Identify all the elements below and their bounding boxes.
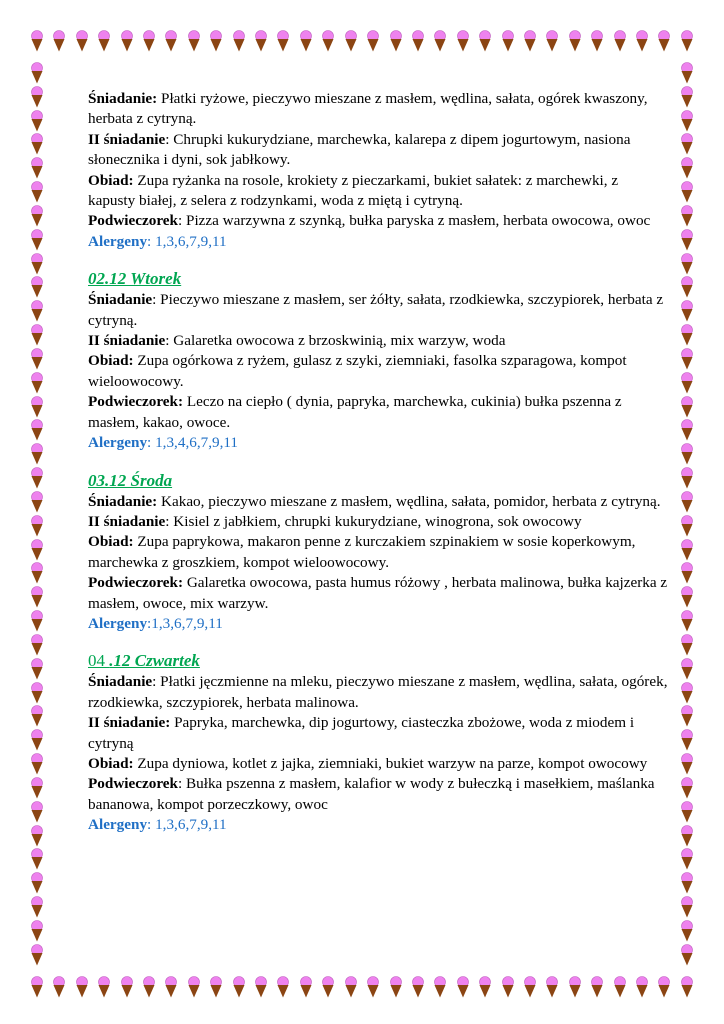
ice-cream-cone-icon bbox=[30, 586, 44, 608]
ice-cream-cone-icon bbox=[52, 30, 66, 52]
ice-cream-cone-icon bbox=[209, 976, 223, 998]
ice-cream-cone-icon bbox=[433, 976, 447, 998]
allergens-line bbox=[88, 614, 668, 634]
breakfast-line bbox=[88, 290, 668, 331]
ice-cream-cone-icon bbox=[411, 30, 425, 52]
ice-cream-cone-icon bbox=[680, 976, 694, 998]
ice-cream-cone-icon bbox=[30, 86, 44, 108]
snack-line bbox=[88, 211, 668, 231]
ice-cream-cone-icon bbox=[680, 62, 694, 84]
ice-cream-cone-icon bbox=[680, 276, 694, 298]
snack-line bbox=[88, 573, 668, 614]
breakfast-label: Śniadanie bbox=[88, 291, 153, 309]
ice-cream-cone-icon bbox=[52, 976, 66, 998]
ice-cream-cone-icon bbox=[30, 467, 44, 489]
snack-text: Galaretka owocowa, pasta humus różowy , herbata malinowa, bułka kajzerka z masłem, owoce, mix warzyw. bbox=[88, 574, 668, 612]
ice-cream-cone-icon bbox=[568, 30, 582, 52]
allergens-label: Alergeny bbox=[88, 232, 148, 250]
ice-cream-cone-icon bbox=[30, 515, 44, 537]
ice-cream-cone-icon bbox=[254, 976, 268, 998]
ice-cream-cone-icon bbox=[30, 419, 44, 441]
ice-cream-cone-icon bbox=[680, 229, 694, 251]
ice-cream-cone-icon bbox=[545, 30, 559, 52]
ice-cream-cone-icon bbox=[680, 825, 694, 847]
ice-cream-cone-icon bbox=[30, 872, 44, 894]
ice-cream-cone-icon bbox=[613, 976, 627, 998]
ice-cream-cone-icon bbox=[30, 920, 44, 942]
allergens-label: Alergeny bbox=[88, 434, 148, 452]
ice-cream-cone-icon bbox=[97, 30, 111, 52]
ice-cream-cone-icon bbox=[523, 976, 537, 998]
second-breakfast-line bbox=[88, 713, 668, 754]
ice-cream-cone-icon bbox=[30, 825, 44, 847]
ice-cream-cone-icon bbox=[680, 515, 694, 537]
ice-cream-cone-icon bbox=[680, 110, 694, 132]
snack-line bbox=[88, 392, 668, 433]
lunch-text: Zupa paprykowa, makaron penne z kurczakiem szpinakiem w sosie koperkowym, marchewka z groszkiem, kompot wieloowocowy. bbox=[88, 533, 636, 571]
ice-cream-cone-icon bbox=[680, 848, 694, 870]
second-breakfast-label: II śniadanie bbox=[88, 512, 166, 530]
ice-cream-cone-icon bbox=[680, 944, 694, 966]
ice-cream-cone-icon bbox=[680, 682, 694, 704]
allergens-text: : 1,3,6,7,9,11 bbox=[147, 816, 227, 834]
ice-cream-cone-icon bbox=[30, 110, 44, 132]
ice-cream-cone-icon bbox=[635, 30, 649, 52]
ice-cream-cone-icon bbox=[254, 30, 268, 52]
second-breakfast-text: : Galaretka owocowa z brzoskwinią, mix warzyw, woda bbox=[165, 332, 506, 350]
ice-cream-cone-icon bbox=[30, 62, 44, 84]
allergens-line bbox=[88, 815, 668, 835]
ice-cream-cone-icon bbox=[30, 777, 44, 799]
ice-cream-cone-icon bbox=[635, 976, 649, 998]
day-heading-text: 03.12 Środa bbox=[88, 470, 173, 490]
day-heading-prefix: 04 bbox=[88, 651, 110, 671]
snack-text: Leczo na ciepło ( dynia, papryka, marchewka, cukinia) bułka pszenna z masłem, kakao, owoce. bbox=[88, 393, 622, 431]
ice-cream-cone-icon bbox=[30, 372, 44, 394]
ice-cream-cone-icon bbox=[680, 253, 694, 275]
ice-cream-cone-icon bbox=[30, 610, 44, 632]
ice-cream-cone-icon bbox=[276, 976, 290, 998]
ice-cream-cone-icon bbox=[478, 976, 492, 998]
second-breakfast-line bbox=[88, 130, 668, 171]
day-heading bbox=[88, 650, 668, 672]
ice-cream-cone-icon bbox=[30, 133, 44, 155]
ice-cream-cone-icon bbox=[680, 372, 694, 394]
ice-cream-cone-icon bbox=[30, 157, 44, 179]
ice-cream-cone-icon bbox=[568, 976, 582, 998]
breakfast-label: Śniadanie bbox=[88, 673, 153, 691]
snack-label: Podwieczorek: bbox=[88, 393, 184, 411]
ice-cream-cone-icon bbox=[389, 30, 403, 52]
border-left bbox=[30, 62, 44, 966]
ice-cream-cone-icon bbox=[433, 30, 447, 52]
border-right bbox=[680, 62, 694, 966]
lunch-line bbox=[88, 171, 668, 212]
ice-cream-cone-icon bbox=[299, 30, 313, 52]
ice-cream-cone-icon bbox=[30, 491, 44, 513]
ice-cream-cone-icon bbox=[142, 30, 156, 52]
ice-cream-cone-icon bbox=[680, 396, 694, 418]
day-heading bbox=[88, 268, 668, 290]
breakfast-line bbox=[88, 89, 668, 130]
ice-cream-cone-icon bbox=[680, 205, 694, 227]
ice-cream-cone-icon bbox=[30, 682, 44, 704]
ice-cream-cone-icon bbox=[120, 976, 134, 998]
snack-text: : Pizza warzywna z szynką, bułka paryska z masłem, herbata owocowa, owoc bbox=[177, 212, 651, 230]
lunch-label: Obiad: bbox=[88, 352, 134, 370]
ice-cream-cone-icon bbox=[30, 944, 44, 966]
border-bottom bbox=[30, 976, 694, 998]
ice-cream-cone-icon bbox=[276, 30, 290, 52]
lunch-label: Obiad: bbox=[88, 754, 134, 772]
breakfast-line bbox=[88, 492, 668, 512]
ice-cream-cone-icon bbox=[478, 30, 492, 52]
allergens-text: :1,3,6,7,9,11 bbox=[147, 614, 223, 632]
breakfast-text: : Płatki jęczmienne na mleku, pieczywo mieszane z masłem, wędlina, sałata, ogórek, rzodkiewka, szczypiorek, herbata malinowa. bbox=[88, 673, 668, 711]
snack-label: Podwieczorek: bbox=[88, 574, 184, 592]
ice-cream-cone-icon bbox=[30, 396, 44, 418]
breakfast-line bbox=[88, 672, 668, 713]
allergens-label: Alergeny bbox=[88, 614, 148, 632]
lunch-label: Obiad: bbox=[88, 171, 134, 189]
menu-content bbox=[88, 89, 668, 836]
ice-cream-cone-icon bbox=[75, 976, 89, 998]
ice-cream-cone-icon bbox=[321, 30, 335, 52]
ice-cream-cone-icon bbox=[456, 976, 470, 998]
ice-cream-cone-icon bbox=[30, 848, 44, 870]
ice-cream-cone-icon bbox=[97, 976, 111, 998]
snack-label: Podwieczorek bbox=[88, 775, 178, 793]
ice-cream-cone-icon bbox=[30, 300, 44, 322]
ice-cream-cone-icon bbox=[680, 30, 694, 52]
second-breakfast-label: II śniadanie: bbox=[88, 714, 171, 732]
ice-cream-cone-icon bbox=[366, 30, 380, 52]
lunch-line bbox=[88, 351, 668, 392]
snack-text: : Bułka pszenna z masłem, kalafior w wody z bułeczką i masełkiem, maślanka bananowa, kompot porzeczkowy, owoc bbox=[88, 775, 655, 813]
ice-cream-cone-icon bbox=[30, 30, 44, 52]
ice-cream-cone-icon bbox=[680, 133, 694, 155]
ice-cream-cone-icon bbox=[680, 729, 694, 751]
ice-cream-cone-icon bbox=[209, 30, 223, 52]
allergens-label: Alergeny bbox=[88, 816, 148, 834]
ice-cream-cone-icon bbox=[30, 539, 44, 561]
ice-cream-cone-icon bbox=[680, 181, 694, 203]
ice-cream-cone-icon bbox=[30, 324, 44, 346]
ice-cream-cone-icon bbox=[30, 896, 44, 918]
ice-cream-cone-icon bbox=[680, 658, 694, 680]
ice-cream-cone-icon bbox=[30, 729, 44, 751]
ice-cream-cone-icon bbox=[30, 562, 44, 584]
second-breakfast-line bbox=[88, 512, 668, 532]
ice-cream-cone-icon bbox=[30, 181, 44, 203]
ice-cream-cone-icon bbox=[613, 30, 627, 52]
ice-cream-cone-icon bbox=[680, 801, 694, 823]
day-section bbox=[88, 650, 668, 835]
ice-cream-cone-icon bbox=[344, 30, 358, 52]
snack-line bbox=[88, 774, 668, 815]
day-heading bbox=[88, 470, 668, 492]
allergens-text: : 1,3,4,6,7,9,11 bbox=[147, 434, 239, 452]
breakfast-label: Śniadanie: bbox=[88, 90, 158, 107]
ice-cream-cone-icon bbox=[680, 539, 694, 561]
ice-cream-cone-icon bbox=[680, 467, 694, 489]
ice-cream-cone-icon bbox=[680, 610, 694, 632]
ice-cream-cone-icon bbox=[299, 976, 313, 998]
ice-cream-cone-icon bbox=[590, 30, 604, 52]
allergens-line bbox=[88, 433, 668, 453]
ice-cream-cone-icon bbox=[321, 976, 335, 998]
allergens-line bbox=[88, 232, 668, 252]
ice-cream-cone-icon bbox=[680, 491, 694, 513]
ice-cream-cone-icon bbox=[232, 976, 246, 998]
ice-cream-cone-icon bbox=[680, 777, 694, 799]
lunch-text: Zupa ogórkowa z ryżem, gulasz z szyki, ziemniaki, fasolka szparagowa, kompot wieloowocowy. bbox=[88, 352, 627, 390]
ice-cream-cone-icon bbox=[657, 976, 671, 998]
ice-cream-cone-icon bbox=[680, 634, 694, 656]
second-breakfast-line bbox=[88, 331, 668, 351]
ice-cream-cone-icon bbox=[680, 586, 694, 608]
day-section bbox=[88, 268, 668, 453]
ice-cream-cone-icon bbox=[680, 753, 694, 775]
ice-cream-cone-icon bbox=[30, 976, 44, 998]
ice-cream-cone-icon bbox=[590, 976, 604, 998]
ice-cream-cone-icon bbox=[30, 348, 44, 370]
ice-cream-cone-icon bbox=[187, 30, 201, 52]
snack-label: Podwieczorek bbox=[88, 212, 178, 230]
day-section bbox=[88, 470, 668, 635]
ice-cream-cone-icon bbox=[164, 976, 178, 998]
ice-cream-cone-icon bbox=[501, 976, 515, 998]
ice-cream-cone-icon bbox=[30, 705, 44, 727]
ice-cream-cone-icon bbox=[501, 30, 515, 52]
ice-cream-cone-icon bbox=[366, 976, 380, 998]
day-section bbox=[88, 89, 668, 252]
ice-cream-cone-icon bbox=[680, 300, 694, 322]
ice-cream-cone-icon bbox=[680, 896, 694, 918]
ice-cream-cone-icon bbox=[30, 229, 44, 251]
breakfast-text: Kakao, pieczywo mieszane z masłem, wędlina, sałata, pomidor, herbata z cytryną. bbox=[157, 492, 661, 510]
allergens-text: : 1,3,6,7,9,11 bbox=[147, 232, 227, 250]
ice-cream-cone-icon bbox=[344, 976, 358, 998]
ice-cream-cone-icon bbox=[680, 705, 694, 727]
border-top bbox=[30, 30, 694, 52]
ice-cream-cone-icon bbox=[30, 753, 44, 775]
ice-cream-cone-icon bbox=[523, 30, 537, 52]
ice-cream-cone-icon bbox=[680, 443, 694, 465]
ice-cream-cone-icon bbox=[680, 348, 694, 370]
ice-cream-cone-icon bbox=[187, 976, 201, 998]
lunch-line bbox=[88, 754, 668, 774]
breakfast-text: Płatki ryżowe, pieczywo mieszane z masłem, wędlina, sałata, ogórek kwaszony, herbata z cytryną. bbox=[88, 90, 648, 128]
ice-cream-cone-icon bbox=[75, 30, 89, 52]
ice-cream-cone-icon bbox=[680, 920, 694, 942]
second-breakfast-text: : Chrupki kukurydziane, marchewka, kalarepa z dipem jogurtowym, nasiona słonecznika i dyni, sok jabłkowy. bbox=[88, 130, 631, 169]
ice-cream-cone-icon bbox=[680, 324, 694, 346]
ice-cream-cone-icon bbox=[456, 30, 470, 52]
breakfast-label: Śniadanie: bbox=[88, 492, 158, 510]
ice-cream-cone-icon bbox=[389, 976, 403, 998]
second-breakfast-label: II śniadanie bbox=[88, 130, 166, 148]
ice-cream-cone-icon bbox=[30, 443, 44, 465]
second-breakfast-label: II śniadanie bbox=[88, 332, 166, 350]
lunch-text: Zupa dyniowa, kotlet z jajka, ziemniaki, bukiet warzyw na parze, kompot owocowy bbox=[133, 754, 648, 772]
lunch-line bbox=[88, 532, 668, 573]
ice-cream-cone-icon bbox=[30, 276, 44, 298]
ice-cream-cone-icon bbox=[142, 976, 156, 998]
ice-cream-cone-icon bbox=[680, 157, 694, 179]
ice-cream-cone-icon bbox=[680, 419, 694, 441]
ice-cream-cone-icon bbox=[657, 30, 671, 52]
ice-cream-cone-icon bbox=[680, 562, 694, 584]
day-heading-text: .12 Czwartek bbox=[109, 651, 200, 671]
ice-cream-cone-icon bbox=[30, 634, 44, 656]
ice-cream-cone-icon bbox=[545, 976, 559, 998]
ice-cream-cone-icon bbox=[680, 872, 694, 894]
ice-cream-cone-icon bbox=[30, 801, 44, 823]
ice-cream-cone-icon bbox=[120, 30, 134, 52]
lunch-label: Obiad: bbox=[88, 533, 134, 551]
ice-cream-cone-icon bbox=[164, 30, 178, 52]
lunch-text: Zupa ryżanka na rosole, krokiety z pieczarkami, bukiet sałatek: z marchewki, z kapusty białej, z selera z rodzynkami, woda z miętą i cytryną. bbox=[88, 171, 619, 210]
ice-cream-cone-icon bbox=[411, 976, 425, 998]
ice-cream-cone-icon bbox=[30, 253, 44, 275]
second-breakfast-text: Papryka, marchewka, dip jogurtowy, ciasteczka zbożowe, woda z miodem i cytryną bbox=[88, 714, 635, 752]
ice-cream-cone-icon bbox=[30, 205, 44, 227]
day-heading-text: 02.12 Wtorek bbox=[88, 269, 182, 289]
breakfast-text: : Pieczywo mieszane z masłem, ser żółty, sałata, rzodkiewka, szczypiorek, herbata z cytryną. bbox=[88, 291, 664, 329]
ice-cream-cone-icon bbox=[232, 30, 246, 52]
second-breakfast-text: : Kisiel z jabłkiem, chrupki kukurydziane, winogrona, sok owocowy bbox=[165, 512, 582, 530]
ice-cream-cone-icon bbox=[680, 86, 694, 108]
ice-cream-cone-icon bbox=[30, 658, 44, 680]
